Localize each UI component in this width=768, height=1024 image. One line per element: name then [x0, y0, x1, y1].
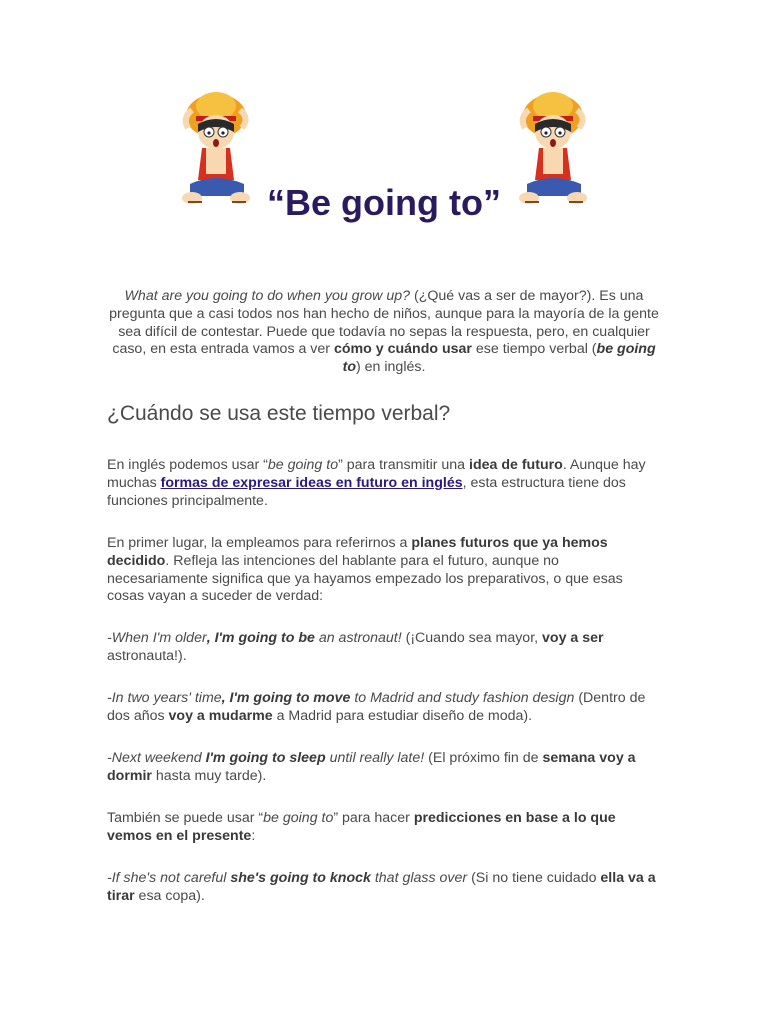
text: También se puede usar “: [107, 810, 264, 826]
text-bold: planes futuros que ya hemos decidido: [107, 535, 608, 569]
future-forms-link[interactable]: formas de expresar ideas en futuro en inglés: [160, 474, 463, 491]
text: (¡Cuando sea mayor,: [401, 630, 543, 646]
text-bold: semana voy a dormir: [107, 750, 636, 784]
text-italic: an astronaut!: [314, 630, 402, 646]
text: ” para transmitir una: [338, 457, 469, 473]
text-italic: -If she's not careful: [107, 870, 231, 886]
intro-question-en: What are you going to do when you grow up?: [124, 288, 411, 304]
text-bold: idea de futuro: [469, 457, 563, 473]
example-2: [107, 690, 663, 726]
text-bold-italic: , I'm going to be: [206, 630, 315, 646]
text: En inglés podemos usar “: [107, 457, 268, 473]
intro-text: ese tiempo verbal (: [471, 341, 597, 358]
text: ” para hacer: [333, 810, 414, 826]
text: hasta muy tarde).: [151, 767, 267, 784]
text: En primer lugar, la empleamos para referirnos a: [107, 535, 412, 551]
paragraph-3: [107, 810, 663, 846]
text: esa copa).: [134, 887, 205, 904]
text: (Si no tiene cuidado: [467, 870, 601, 886]
text-bold: voy a ser: [542, 630, 604, 646]
text-bold-italic: , I'm going to move: [221, 690, 351, 706]
text: :: [251, 827, 256, 844]
text: . Aunque hay muchas: [107, 457, 646, 491]
section-heading: ¿Cuándo se usa este tiempo verbal?: [107, 402, 451, 425]
text-italic: to Madrid and study fashion design: [350, 690, 575, 706]
paragraph-2: [107, 535, 663, 606]
text-italic: be going to: [267, 457, 339, 473]
text-italic: be going to: [263, 810, 334, 826]
text: a Madrid para estudiar diseño de moda).: [272, 707, 533, 724]
text-italic: -In two years' time: [107, 690, 222, 706]
text-bold: voy a mudarme: [168, 707, 273, 724]
text-italic: -Next weekend: [107, 750, 206, 766]
example-1: [107, 630, 663, 666]
text-italic: -When I'm older: [107, 630, 207, 646]
page-title: “Be going to”: [267, 182, 501, 223]
text-bold-italic: I'm going to sleep: [205, 750, 326, 766]
text: (El próximo fin de: [424, 750, 543, 766]
text-bold: predicciones en base a lo que vemos en el presente: [107, 810, 616, 844]
intro-bold-italic: be going to: [342, 341, 656, 376]
text: astronauta!).: [107, 647, 187, 664]
example-3: [107, 750, 663, 786]
text-bold: ella va a tirar: [107, 870, 656, 904]
intro-text: ) en inglés.: [356, 359, 426, 376]
text-bold-italic: she's going to knock: [230, 870, 371, 886]
intro-bold: cómo y cuándo usar: [333, 341, 472, 358]
text: , esta estructura tiene dos funciones principalmente.: [107, 474, 626, 509]
text-italic: until really late!: [325, 750, 425, 766]
example-4: [107, 870, 663, 906]
text: . Refleja las intenciones del hablante para el futuro, aunque no necesariamente significa que ya hayamos empezado los preparativos, o que esas cosas vayan a suceder de verdad:: [107, 552, 623, 605]
paragraph-1: [107, 457, 663, 510]
intro-paragraph: [108, 288, 660, 377]
text: (Dentro de dos años: [107, 690, 646, 724]
text-italic: that glass over: [370, 870, 468, 886]
intro-text: (¿Qué vas a ser de mayor?). Es una pregunta que a casi todos nos han hecho de niños, aunque para la mayoría de la gente sea difícil de contestar. Puede que todavía no sepas la respuesta, pero, en cualquier caso, en esta entrada vamos a ver: [109, 288, 659, 358]
